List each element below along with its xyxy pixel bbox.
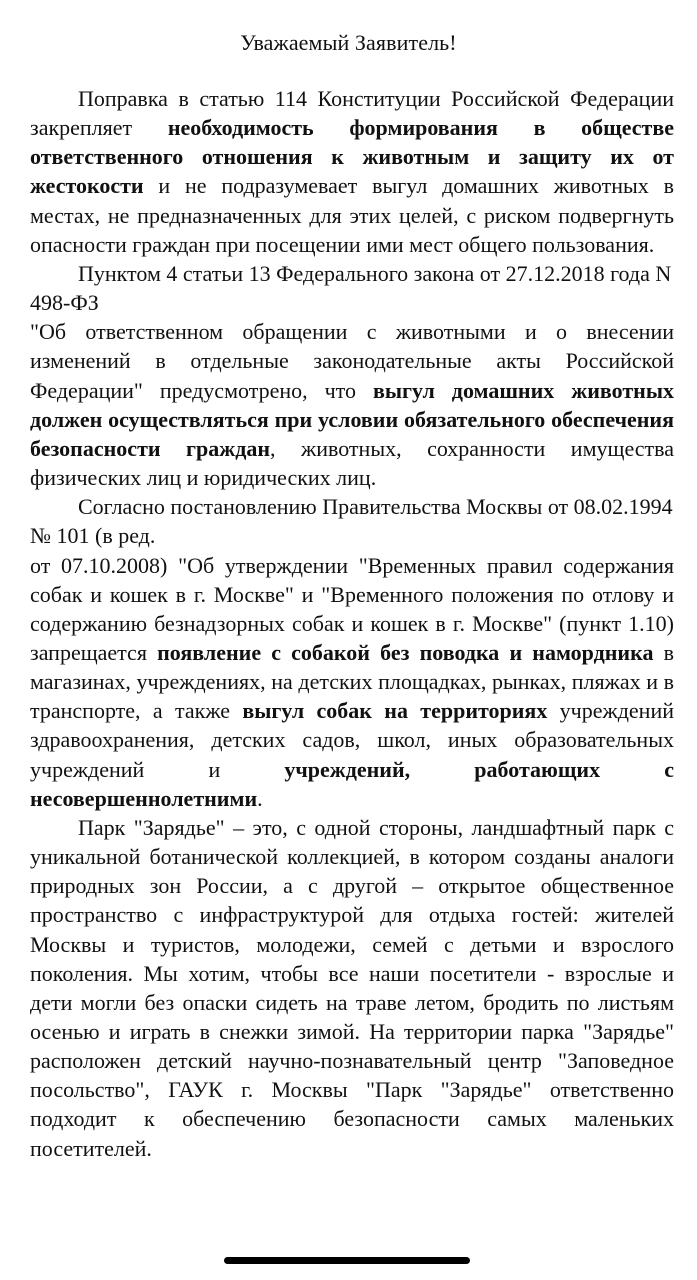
paragraph-text: в магазинах, учреждениях, на детских площадках, рынках, пляжах и в транспорте, а также (30, 639, 674, 724)
paragraph-text: учреждений здравоохранения, детских садов, школ, иных образовательных учреждений и (30, 698, 674, 782)
paragraph-text: , животных, сохранности имущества физических лиц и юридических лиц. (30, 435, 674, 491)
paragraph-text: "Об ответственном обращении с животными и о внесении изменений в отдельные законодательные акты Российской Федерации" предусмотрено, что (30, 319, 674, 403)
paragraph-zaryadye-park (30, 813, 674, 1163)
paragraph-dog-rules (30, 551, 674, 813)
bold-emphasis: появление с собакой без поводка и намордника (157, 639, 654, 665)
letter-body (30, 84, 674, 1163)
paragraph-text: Пунктом 4 статьи 13 Федерального закона от 27.12.2018 года N 498-ФЗ (30, 260, 672, 316)
paragraph-text: . (257, 785, 263, 811)
paragraph-text: Парк "Зарядье" – это, с одной стороны, ландшафтный парк с уникальной ботанической коллекцией, в котором созданы аналоги природных зон России, а с другой – открытое общественное пространство с инфраструктурой для отдыха гостей: жителей Москвы и туристов, молодежи, семей с детьми и взрослого поколения. Мы хотим, чтобы все наши посетители - взрослые и дети могли без опаски сидеть на траве летом, бродить по листьям осенью и играть в снежки зимой. На территории парка "Зарядье" расположен детский научно-познавательный центр "Заповедное посольство", ГАУК г. Москвы "Парк "Зарядье" ответственно подходит к обеспечению безопасности самых маленьких посетителей. (30, 814, 674, 1161)
bold-emphasis: выгул домашних животных должен осуществляться при условии обязательного обеспечения безопасности граждан (30, 377, 674, 461)
home-indicator[interactable] (224, 1257, 470, 1264)
paragraph-law-title (30, 317, 674, 492)
bold-emphasis: выгул собак на территориях (242, 698, 548, 724)
paragraph-text: Поправка в статью 114 Конституции Российской Федерации закрепляет (30, 86, 674, 141)
bold-emphasis: учреждений, работающих с несовершеннолетними (30, 756, 674, 811)
paragraph-moscow-resolution (30, 492, 674, 550)
paragraph-constitution (30, 84, 674, 259)
greeting-heading: Уважаемый Заявитель! (240, 30, 457, 55)
paragraph-federal-law (30, 259, 674, 317)
paragraph-text: от 07.10.2008) "Об утверждении "Временных правил содержания собак и кошек в г. Москве" и "Временного положения по отлову и содержанию безнадзорных собак и кошек в г. Москве" (пункт 1.10) запрещается (30, 552, 674, 665)
bold-emphasis: необходимость формирования в обществе ответственного отношения к животным и защиту их от жестокости (30, 115, 674, 199)
paragraph-text: Согласно постановлению Правительства Москвы от 08.02.1994 № 101 (в ред. (30, 494, 673, 549)
paragraph-text: и не подразумевает выгул домашних животных в местах, не предназначенных для этих целей, с риском подвергнуть опасности граждан при посещении ими мест общего пользования. (30, 173, 674, 257)
